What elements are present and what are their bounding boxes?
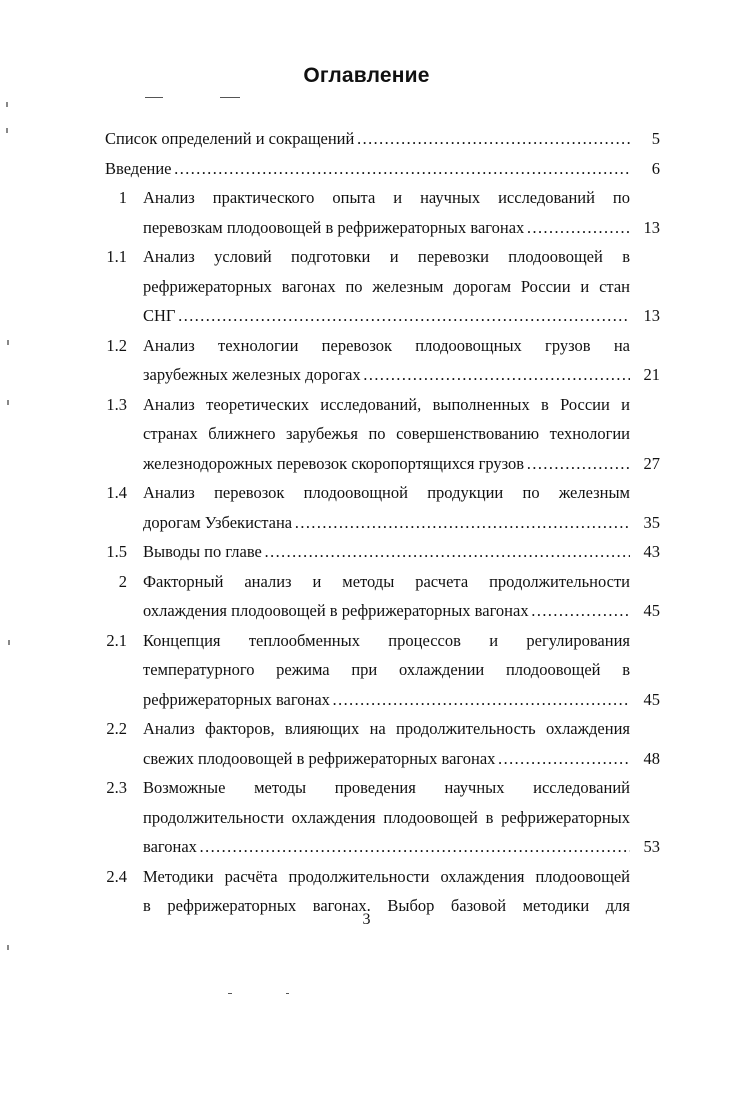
toc-entry-page: 5 — [651, 129, 660, 148]
toc-entry-number: 1.4 — [106, 483, 127, 502]
toc-entry-text: Список определений и сокращений — [105, 129, 355, 148]
toc-leader-dots — [497, 744, 630, 774]
toc-entry — [105, 331, 660, 390]
toc-entry-number: 1.5 — [106, 542, 127, 561]
toc-entry-text: Введение — [105, 158, 172, 178]
toc-entry — [105, 567, 660, 626]
toc-entry-text: температурного режима при охлаждении плодоовощей в — [143, 660, 630, 679]
toc-entry-number: 2 — [118, 571, 127, 591]
scan-speck — [6, 102, 8, 107]
toc-entry-page: 27 — [643, 453, 660, 473]
toc-entry-page: 13 — [643, 306, 660, 325]
toc-entry-text: дорогам Узбекистана — [143, 512, 293, 532]
toc-entry-page: 45 — [643, 601, 660, 620]
toc-entry-page: 35 — [643, 512, 660, 532]
toc-entry-number: 1 — [118, 188, 127, 207]
scan-speck — [7, 945, 9, 950]
scan-mark — [220, 97, 240, 98]
toc-entry — [105, 154, 660, 184]
toc-leader-dots — [199, 832, 630, 862]
toc-leader-dots — [526, 213, 630, 243]
toc-entry-text: Анализ теоретических исследований, выполненных в России и — [143, 394, 630, 414]
scan-speck — [7, 340, 9, 345]
toc-entry-number: 2.1 — [106, 630, 127, 650]
toc-entry-page: 13 — [643, 217, 660, 237]
toc-entry-text: СНГ — [143, 306, 176, 325]
toc-entry-text: продолжительности охлаждения плодоовощей в рефрижераторных — [143, 807, 630, 827]
toc-entry-number: 1.3 — [106, 394, 127, 414]
toc-entry-text: свежих плодоовощей в рефрижераторных вагонах — [143, 748, 496, 768]
toc-leader-dots — [363, 360, 630, 390]
toc-entry-page: 21 — [643, 365, 660, 384]
toc-entry — [105, 183, 660, 242]
toc-entry — [105, 478, 660, 537]
toc-entry — [105, 773, 660, 862]
toc-leader-dots — [294, 508, 630, 538]
table-of-contents — [105, 124, 660, 921]
scan-speck — [6, 128, 8, 133]
page-number: 3 — [362, 911, 371, 928]
toc-entry-text: Анализ практического опыта и научных исследований по — [143, 188, 630, 207]
toc-entry-text: Методики расчёта продолжительности охлаждения плодоовощей — [143, 866, 630, 886]
toc-entry-page: 53 — [643, 837, 660, 856]
scan-mark — [286, 993, 289, 994]
toc-leader-dots — [526, 449, 630, 479]
toc-entry-text: в рефрижераторных вагонах. Выбор базовой методики для — [143, 896, 630, 915]
toc-entry-text: вагонах — [143, 837, 197, 856]
toc-entry — [105, 537, 660, 567]
toc-entry-number: 1.2 — [106, 335, 127, 355]
toc-entry-number: 2.4 — [106, 866, 127, 886]
document-title: Оглавление — [303, 64, 430, 87]
scan-speck — [8, 640, 10, 645]
toc-entry-page: 48 — [643, 748, 660, 768]
toc-entry-page: 43 — [643, 542, 660, 561]
toc-entry — [105, 714, 660, 773]
toc-entry-text: железнодорожных перевозок скоропортящихся грузов — [143, 453, 525, 473]
toc-entry-text: Анализ перевозок плодоовощной продукции по железным — [143, 483, 630, 502]
toc-entry-number: 2.3 — [106, 778, 127, 797]
scan-mark — [228, 993, 232, 994]
toc-leader-dots — [356, 124, 630, 154]
toc-entry-text: Анализ факторов, влияющих на продолжительность охлаждения — [143, 719, 630, 738]
scan-speck — [7, 400, 9, 405]
scan-mark — [145, 97, 163, 98]
toc-entry-text: Концепция теплообменных процессов и регулирования — [143, 630, 630, 650]
toc-entry — [105, 124, 660, 154]
toc-leader-dots — [174, 154, 630, 184]
toc-entry-text: Возможные методы проведения научных исследований — [143, 778, 630, 797]
toc-entry — [105, 242, 660, 331]
toc-leader-dots — [177, 301, 630, 331]
toc-leader-dots — [531, 596, 630, 626]
toc-entry — [105, 626, 660, 715]
toc-entry-text: перевозкам плодоовощей в рефрижераторных вагонах — [143, 217, 525, 237]
toc-entry-text: рефрижераторных вагонах по железным дорогам России и стан — [143, 276, 630, 296]
toc-leader-dots — [264, 537, 630, 567]
toc-entry-number: 1.1 — [106, 247, 127, 266]
toc-entry-text: зарубежных железных дорогах — [143, 365, 361, 384]
toc-leader-dots — [332, 685, 630, 715]
toc-entry-page: 45 — [643, 689, 660, 709]
toc-entry-text: Анализ технологии перевозок плодоовощных грузов на — [143, 335, 630, 355]
toc-entry-text: Выводы по главе — [143, 542, 262, 561]
toc-entry-text: Анализ условий подготовки и перевозки плодоовощей в — [143, 247, 630, 266]
toc-entry-number: 2.2 — [106, 719, 127, 738]
toc-entry-page: 6 — [651, 158, 660, 178]
toc-entry-text: Факторный анализ и методы расчета продолжительности — [143, 571, 630, 591]
toc-entry-text: охлаждения плодоовощей в рефрижераторных вагонах — [143, 601, 529, 620]
toc-entry — [105, 390, 660, 479]
toc-entry-text: странах ближнего зарубежья по совершенствованию технологии — [143, 424, 630, 443]
toc-entry-text: рефрижераторных вагонах — [143, 689, 330, 709]
